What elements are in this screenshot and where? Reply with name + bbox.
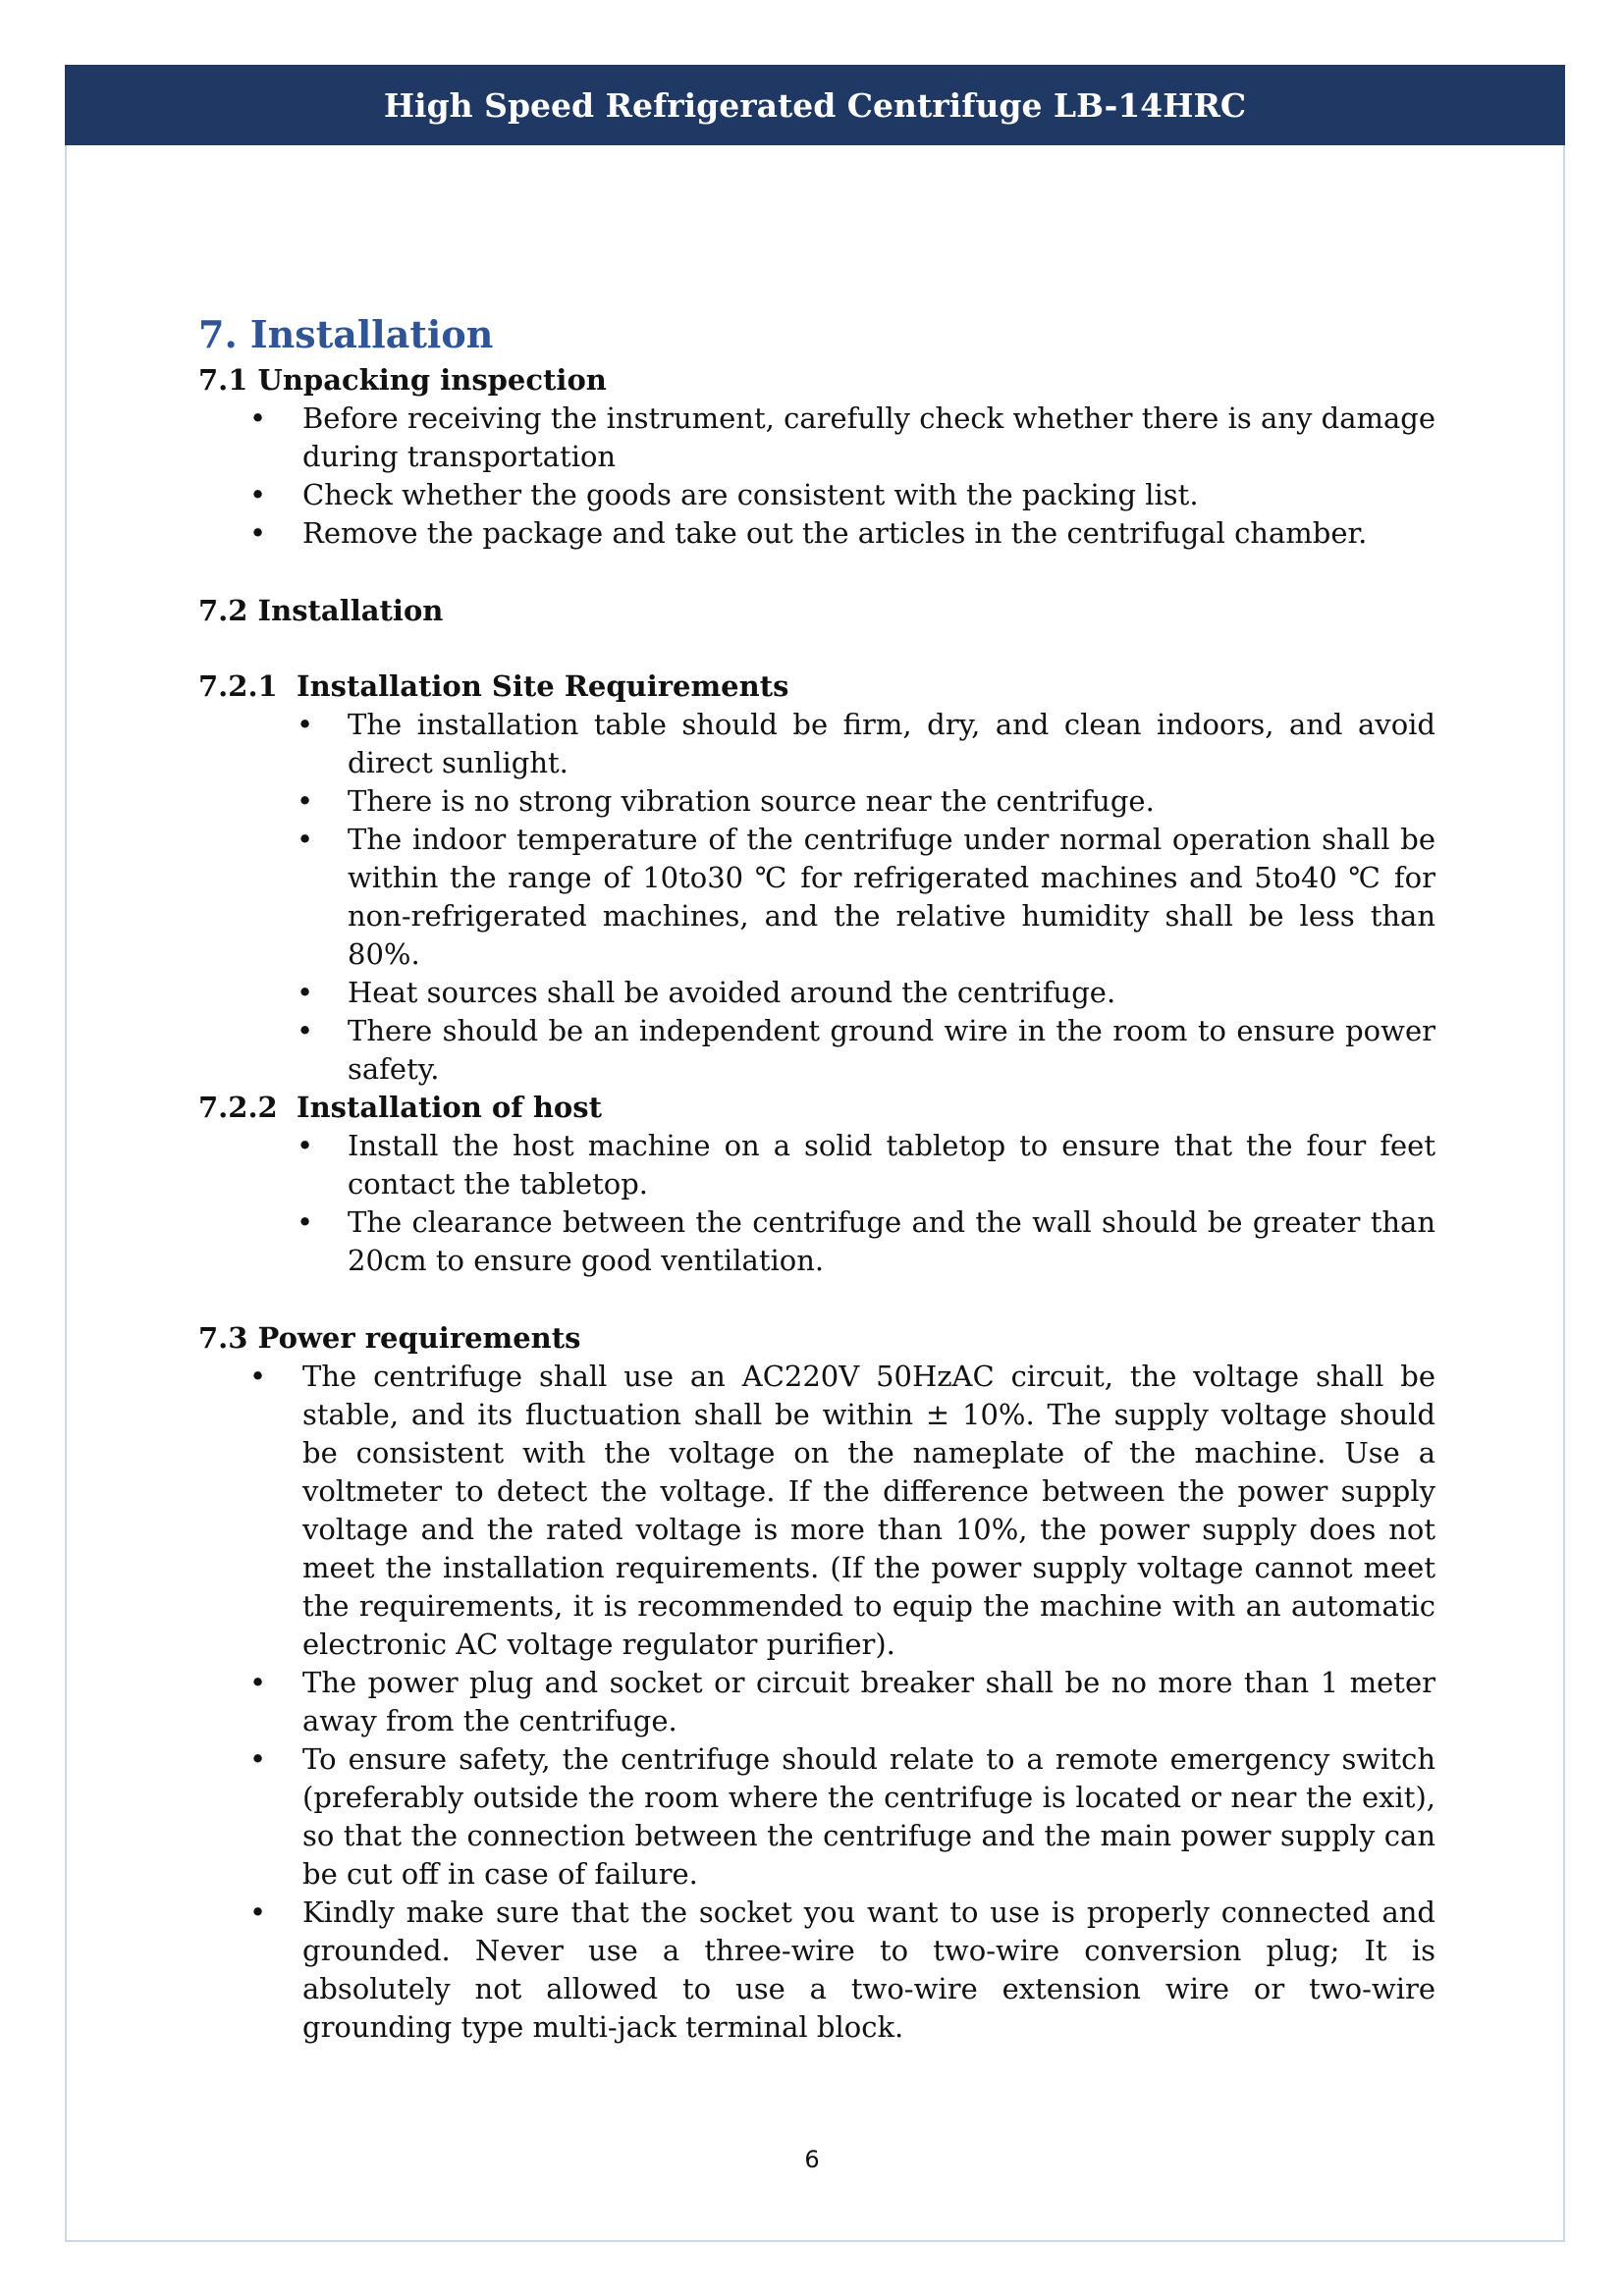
site-requirements-heading: 7.2.1 Installation Site Requirements xyxy=(198,669,789,703)
unpacking-list xyxy=(198,400,1435,553)
bullet-icon: • xyxy=(297,1014,314,1047)
bullet-icon: • xyxy=(249,478,267,511)
list-item: • Install the host machine on a solid tabletop to ensure that the four feet contact the tabletop. xyxy=(297,1129,1435,1201)
installation-heading: 7.2 Installation xyxy=(198,594,444,627)
list-item: • Heat sources shall be avoided around the centrifuge. xyxy=(198,974,1435,1012)
bullet-icon: • xyxy=(297,784,314,818)
bullet-icon: • xyxy=(297,1205,314,1239)
list-item: • There is no strong vibration source near the centrifuge. xyxy=(198,782,1435,821)
list-item: • Kindly make sure that the socket you want to use is properly connected and grounded. Never use a three-wire to two-wire conversion plug; It is absolutely not allowed to use a two-wire extension wire or two-wire grounding type multi-jack terminal block. xyxy=(249,1896,1435,2044)
document-header xyxy=(65,65,1565,145)
bullet-icon: • xyxy=(249,1666,267,1699)
document-body xyxy=(198,312,1435,2047)
page-number: 6 xyxy=(804,2146,820,2173)
section-title: 7. Installation xyxy=(198,312,494,356)
bullet-icon: • xyxy=(297,1129,314,1162)
bullet-icon: • xyxy=(297,708,314,741)
host-installation-list xyxy=(198,1127,1435,1280)
list-item: • The centrifuge shall use an AC220V 50HzAC circuit, the voltage shall be stable, and its fluctuation shall be within ± 10%. The supply voltage should be consistent with the voltage on the nameplate of the machine. Use a voltmeter to detect the voltage. If the difference between the power supply voltage and the rated voltage is more than 10%, the power supply does not meet the installation requirements. (If the power supply voltage cannot meet the requirements, it is recommended to equip the machine with an automatic electronic AC voltage regulator purifier). xyxy=(249,1360,1435,1661)
bullet-icon: • xyxy=(297,823,314,856)
bullet-icon: • xyxy=(249,1742,267,1776)
bullet-icon: • xyxy=(249,1896,267,1929)
list-item: • Before receiving the instrument, carefully check whether there is any damage during transportation xyxy=(249,401,1435,473)
list-item: • The power plug and socket or circuit breaker shall be no more than 1 meter away from the centrifuge. xyxy=(249,1666,1435,1737)
bullet-icon: • xyxy=(249,1360,267,1393)
bullet-icon: • xyxy=(249,401,267,435)
bullet-icon: • xyxy=(297,976,314,1009)
list-item: • There should be an independent ground wire in the room to ensure power safety. xyxy=(297,1014,1435,1086)
list-item: • Remove the package and take out the articles in the centrifugal chamber. xyxy=(198,514,1435,553)
site-requirements-list xyxy=(198,706,1435,1089)
power-requirements-heading: 7.3 Power requirements xyxy=(198,1321,581,1355)
bullet-icon: • xyxy=(249,516,267,550)
list-item: • To ensure safety, the centrifuge should relate to a remote emergency switch (preferably outside the room where the centrifuge is located or near the exit), so that the connection between the centrifuge and the main power supply can be cut off in case of failure. xyxy=(249,1742,1435,1891)
list-item: • The indoor temperature of the centrifuge under normal operation shall be within the range of 10to30 ℃ for refrigerated machines and 5to40 ℃ for non-refrigerated machines, and the relative humidity shall be less than 80%. xyxy=(297,823,1435,971)
list-item: • The clearance between the centrifuge and the wall should be greater than 20cm to ensure good ventilation. xyxy=(297,1205,1435,1277)
document-title: High Speed Refrigerated Centrifuge LB-14HRC xyxy=(383,85,1247,125)
power-requirements-list xyxy=(198,1358,1435,2047)
unpacking-heading: 7.1 Unpacking inspection xyxy=(198,363,607,397)
list-item: • The installation table should be firm, dry, and clean indoors, and avoid direct sunlight. xyxy=(297,708,1435,779)
host-installation-heading: 7.2.2 Installation of host xyxy=(198,1091,602,1124)
list-item: • Check whether the goods are consistent with the packing list. xyxy=(198,476,1435,514)
